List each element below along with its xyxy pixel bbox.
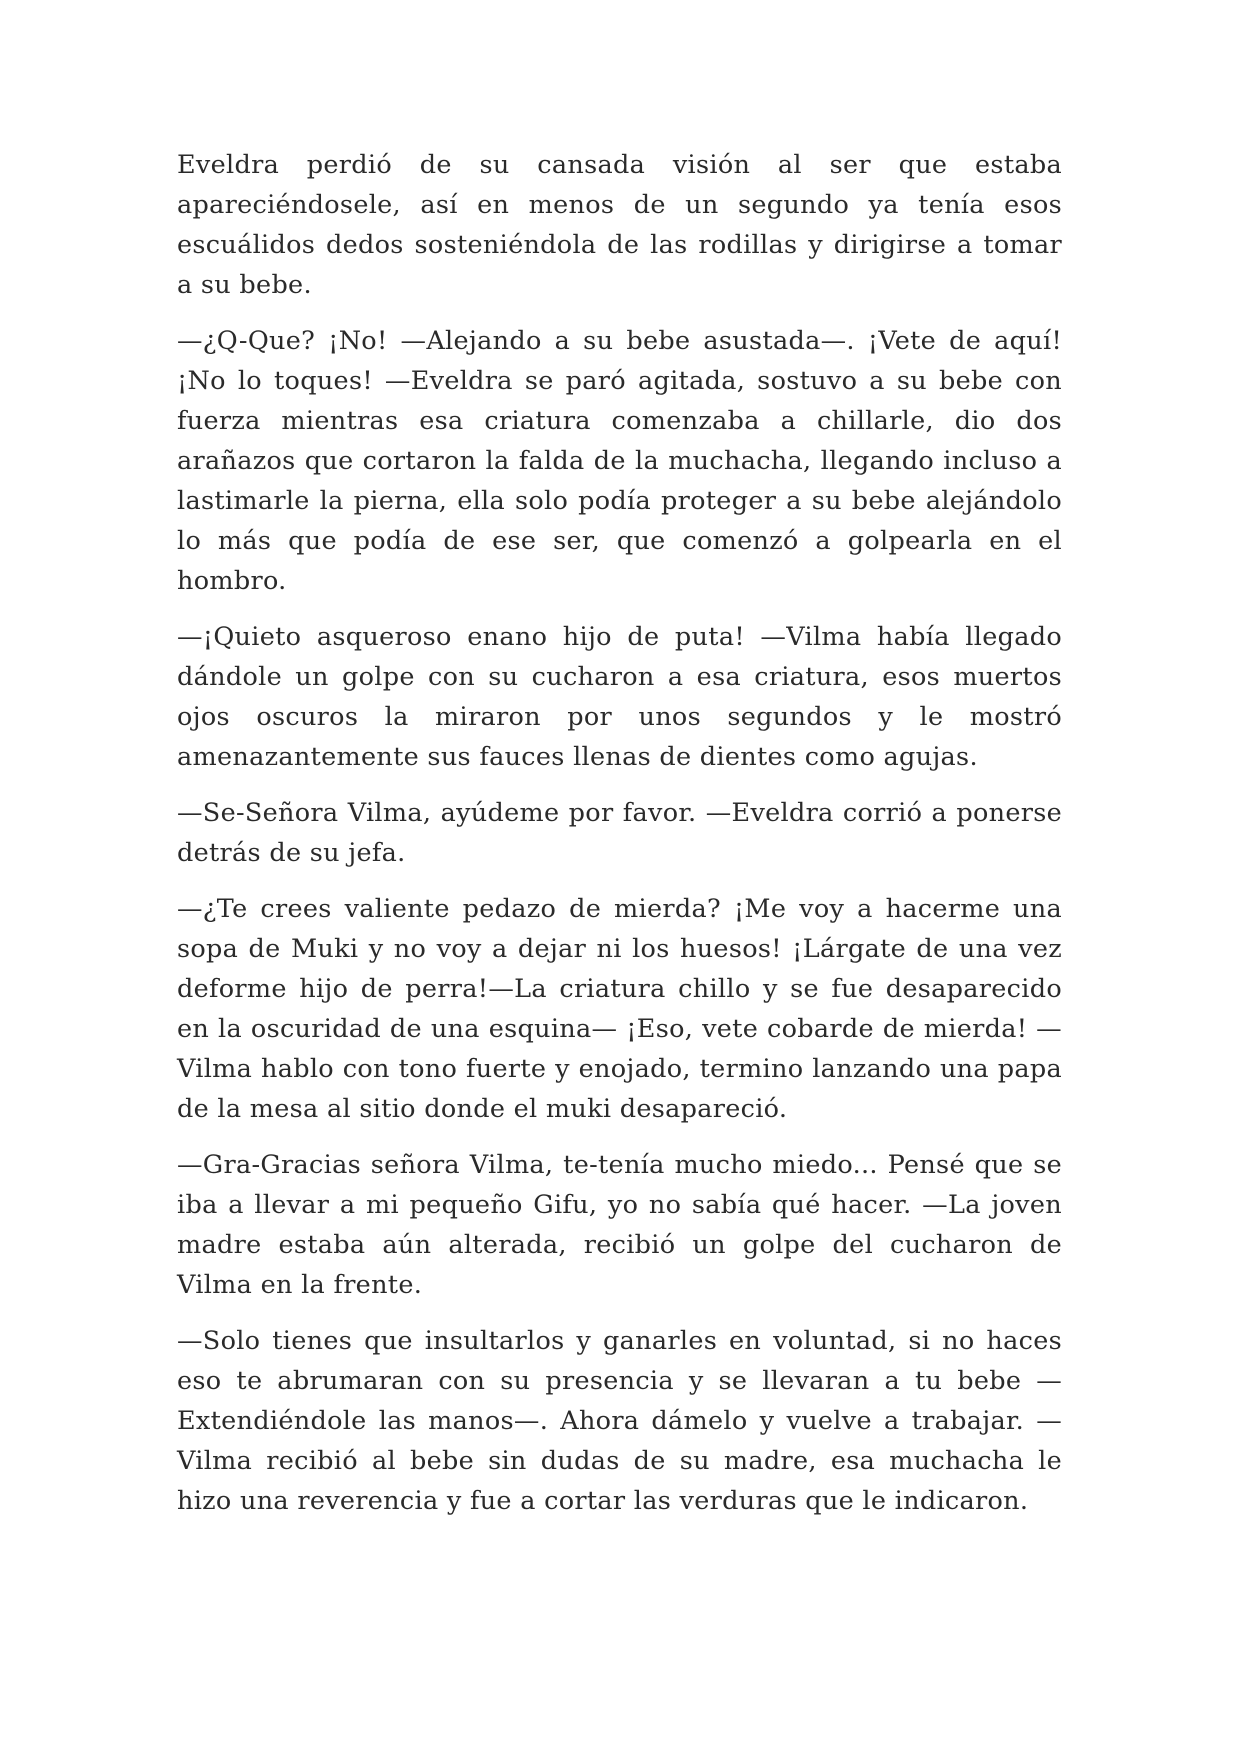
paragraph-1: Eveldra perdió de su cansada visión al ser que estaba apareciéndosele, así en menos de un segundo ya tenía esos escuálidos dedos sosteniéndola de las rodillas y dirigirse a tomar a su bebe.	[177, 150, 1062, 300]
paragraph-7: —Solo tienes que insultarlos y ganarles en voluntad, si no haces eso te abrumaran con su presencia y se llevaran a tu bebe —Extendiéndole las manos—. Ahora dámelo y vuelve a trabajar. —Vilma recibió al bebe sin dudas de su madre, esa muchacha le hizo una reverencia y fue a cortar las verduras que le indicaron.	[177, 1326, 1062, 1516]
paragraph-2: —¿Q-Que? ¡No! —Alejando a su bebe asustada—. ¡Vete de aquí! ¡No lo toques! —Eveldra se paró agitada, sostuvo a su bebe con fuerza mientras esa criatura comenzaba a chillarle, dio dos arañazos que cortaron la falda de la muchacha, llegando incluso a lastimarle la pierna, ella solo podía proteger a su bebe alejándolo lo más que podía de ese ser, que comenzó a golpearla en el hombro.	[177, 326, 1062, 596]
paragraph-6: —Gra-Gracias señora Vilma, te-tenía mucho miedo... Pensé que se iba a llevar a mi pequeño Gifu, yo no sabía qué hacer. —La joven madre estaba aún alterada, recibió un golpe del cucharon de Vilma en la frente.	[177, 1150, 1062, 1300]
document-body	[177, 145, 1062, 1537]
paragraph-3: —¡Quieto asqueroso enano hijo de puta! —Vilma había llegado dándole un golpe con su cucharon a esa criatura, esos muertos ojos oscuros la miraron por unos segundos y le mostró amenazantemente sus fauces llenas de dientes como agujas.	[177, 622, 1062, 772]
paragraph-5: —¿Te crees valiente pedazo de mierda? ¡Me voy a hacerme una sopa de Muki y no voy a dejar ni los huesos! ¡Lárgate de una vez deforme hijo de perra!—La criatura chillo y se fue desaparecido en la oscuridad de una esquina— ¡Eso, vete cobarde de mierda! —Vilma hablo con tono fuerte y enojado, termino lanzando una papa de la mesa al sitio donde el muki desapareció.	[177, 894, 1062, 1124]
paragraph-4: —Se-Señora Vilma, ayúdeme por favor. —Eveldra corrió a ponerse detrás de su jefa.	[177, 798, 1062, 868]
